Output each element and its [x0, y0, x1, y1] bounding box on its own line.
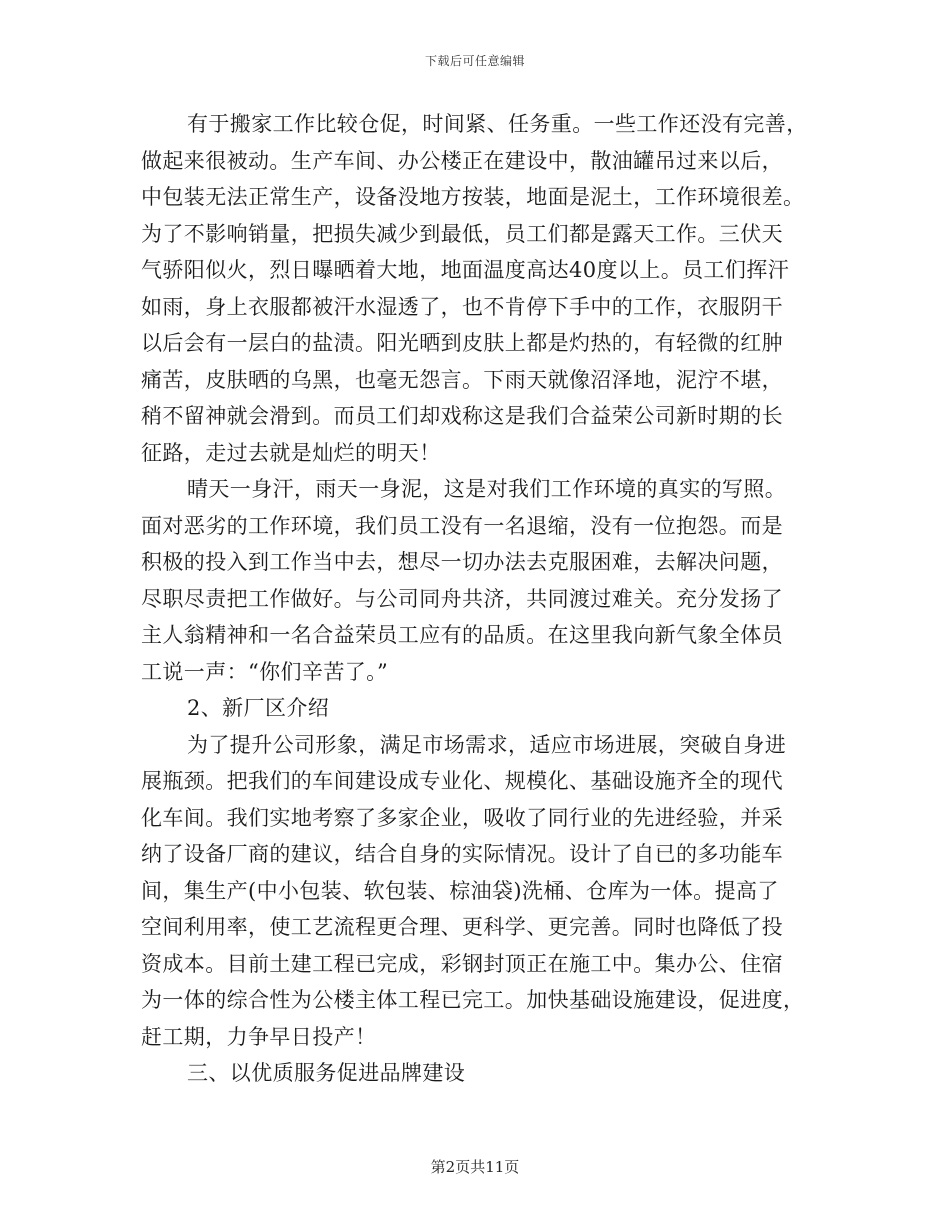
- text-line: 展瓶颈。把我们的车间建设成专业化、规模化、基础设施齐全的现代: [141, 769, 783, 793]
- text-line: 面对恶劣的工作环境，我们员工没有一名退缩，没有一位抱怨。而是: [141, 513, 783, 538]
- text-line: 间，集生产(中小包装、软包装、棕油袋)洗桶、仓库为一体。提高了: [141, 878, 779, 903]
- text-line: 资成本。目前土建工程已完成，彩钢封顶正在施工中。集办公、住宿: [141, 951, 783, 976]
- text-line: 为了不影响销量，把损失减少到最低，员工们都是露天工作。三伏天: [141, 221, 783, 246]
- text-line: 积极的投入到工作当中去，想尽一切办法去克服困难，去解决问题，: [141, 550, 783, 574]
- text-line: 尽职尽责把工作做好。与公司同舟共济，共同渡过难关。充分发扬了: [141, 586, 783, 611]
- text-line: 以后会有一层白的盐渍。阳光晒到皮肤上都是灼热的，有轻微的红肿: [141, 331, 783, 355]
- text-line: 工说一声：“你们辛苦了。”: [141, 659, 389, 684]
- text-line: 痛苦，皮肤晒的乌黑，也毫无怨言。下雨天就像沼泽地，泥泞不堪，: [141, 367, 783, 392]
- page-header: 下载后可任意编辑: [424, 54, 525, 68]
- text-line: 气骄阳似火，烈日曝晒着大地，地面温度高达40度以上。员工们挥汗: [141, 258, 790, 282]
- document-body: [141, 106, 808, 1092]
- text-line: 化车间。我们实地考察了多家企业，吸收了同行业的先进经验，并采: [141, 805, 783, 830]
- text-line: 空间利用率，使工艺流程更合理、更科学、更完善。同时也降低了投: [141, 915, 783, 939]
- text-line: 有于搬家工作比较仓促，时间紧、任务重。一些工作还没有完善，: [187, 112, 808, 136]
- text-line: 做起来很被动。生产车间、办公楼正在建设中，散油罐吊过来以后，: [141, 148, 783, 173]
- text-line: 主人翁精神和一名合益荣员工应有的品质。在这里我向新气象全体员: [141, 623, 783, 647]
- text-line: 赶工期，力争早日投产！: [141, 1024, 377, 1049]
- text-line: 为了提升公司形象，满足市场需求，适应市场进展，突破自身进: [187, 732, 787, 757]
- text-line: 稍不留神就会滑到。而员工们却戏称这是我们合益荣公司新时期的长: [141, 404, 783, 428]
- text-line: 征路，走过去就是灿烂的明天！: [141, 440, 441, 465]
- text-line: 如雨，身上衣服都被汗水湿透了，也不肯停下手中的工作，衣服阴干: [141, 294, 783, 319]
- text-line: 纳了设备厂商的建议，结合自身的实际情况。设计了自已的多功能车: [141, 842, 783, 866]
- text-line: 中包装无法正常生产，设备没地方按装，地面是泥土，工作环境很差。: [141, 185, 805, 209]
- text-line: 2、新厂区介绍: [187, 696, 330, 720]
- text-line: 三、以优质服务促进品牌建设: [187, 1061, 466, 1085]
- text-line: 晴天一身汗，雨天一身泥，这是对我们工作环境的真实的写照。: [187, 477, 787, 501]
- text-line: 为一体的综合性为公楼主体工程已完工。加快基础设施建设，促进度，: [141, 988, 805, 1012]
- page-footer: 第2页共11页: [430, 1158, 520, 1176]
